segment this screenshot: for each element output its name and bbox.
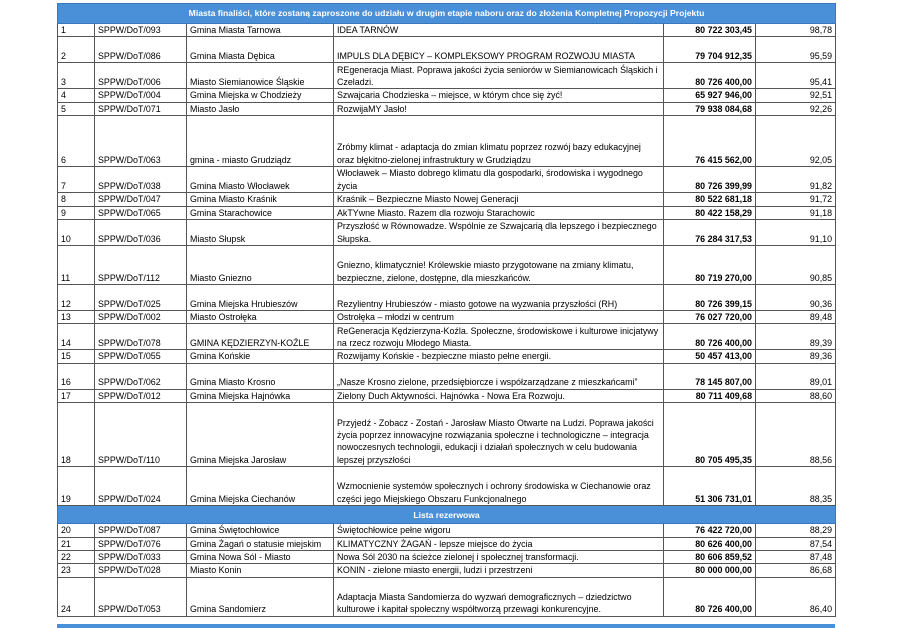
project-score: 89,36 [756,350,836,363]
project-title: Rezylientny Hrubieszów - miasto gotowe na wyzwania przyszłości (RH) [334,285,664,311]
project-amount: 80 522 681,18 [664,193,756,206]
project-code: SPPW/DoT/004 [95,89,187,102]
row-number: 18 [58,403,95,467]
project-score: 92,51 [756,89,836,102]
project-score: 90,36 [756,285,836,311]
project-code: SPPW/DoT/047 [95,193,187,206]
applicant-name: Gmina Miasto Krosno [187,363,334,389]
project-title: ReGeneracja Kędzierzyna-Koźla. Społeczne, środowiskowe i kulturowe inicjatywy na rzecz rozwoju Młodego Miasta. [334,324,664,350]
table-row [58,403,836,467]
row-number: 5 [58,102,95,115]
project-code: SPPW/DoT/076 [95,537,187,550]
applicant-name: Gmina Świętochłowice [187,524,334,537]
project-code: SPPW/DoT/062 [95,363,187,389]
project-code: SPPW/DoT/028 [95,564,187,577]
finalists-header-row [58,4,836,24]
project-code: SPPW/DoT/025 [95,285,187,311]
project-title: Kraśnik – Bezpieczne Miasto Nowej Generacji [334,193,664,206]
project-score: 88,60 [756,389,836,402]
project-title: RozwijaMY Jasło! [334,102,664,115]
applicant-name: Miasto Jasło [187,102,334,115]
applicant-name: Gmina Starachowice [187,206,334,219]
project-code: SPPW/DoT/078 [95,324,187,350]
project-amount: 80 422 158,29 [664,206,756,219]
project-amount: 80 000 000,00 [664,564,756,577]
row-number: 4 [58,89,95,102]
project-code: SPPW/DoT/071 [95,102,187,115]
table-row [58,89,836,102]
row-number: 2 [58,37,95,63]
row-number: 17 [58,389,95,402]
table-row [58,363,836,389]
project-code: SPPW/DoT/036 [95,220,187,246]
project-amount: 50 457 413,00 [664,350,756,363]
table-row [58,537,836,550]
project-title: REgeneracja Miast. Poprawa jakości życia seniorów w Siemianowicach Śląskich i Czeladzi. [334,63,664,89]
row-number: 10 [58,220,95,246]
table-row [58,350,836,363]
project-title: „Nasze Krosno zielone, przedsiębiorcze i współzarządzane z mieszkańcami” [334,363,664,389]
project-amount: 80 705 495,35 [664,403,756,467]
reserve-header-row [58,506,836,524]
table-row [58,389,836,402]
project-title: Świętochłowice pełne wigoru [334,524,664,537]
project-code: SPPW/DoT/086 [95,37,187,63]
applicant-name: Miasto Siemianowice Śląskie [187,63,334,89]
row-number: 23 [58,564,95,577]
project-score: 88,35 [756,467,836,506]
row-number: 11 [58,246,95,285]
project-code: SPPW/DoT/024 [95,467,187,506]
project-amount: 79 938 084,68 [664,102,756,115]
row-number: 8 [58,193,95,206]
project-title: Wzmocnienie systemów społecznych i ochrony środowiska w Ciechanowie oraz części jego Miejskiego Obszaru Funkcjonalnego [334,467,664,506]
project-amount: 80 719 270,00 [664,246,756,285]
project-code: SPPW/DoT/063 [95,116,187,167]
project-score: 95,59 [756,37,836,63]
table-row [58,24,836,37]
table-row [58,285,836,311]
row-number: 22 [58,551,95,564]
project-title: KLIMATYCZNY ŻAGAŃ - lepsze miejsce do życia [334,537,664,550]
project-score: 91,72 [756,193,836,206]
row-number: 3 [58,63,95,89]
project-score: 98,78 [756,24,836,37]
project-title: IDEA TARNÓW [334,24,664,37]
applicant-name: Gmina Miejska w Chodzieży [187,89,334,102]
applicant-name: Gmina Miejska Jarosław [187,403,334,467]
project-amount: 80 726 400,00 [664,63,756,89]
table-row [58,524,836,537]
project-amount: 80 711 409,68 [664,389,756,402]
project-title: Zielony Duch Aktywności. Hajnówka - Nowa Era Rozwoju. [334,389,664,402]
applicant-name: Gmina Miejska Hajnówka [187,389,334,402]
row-number: 13 [58,311,95,324]
project-code: SPPW/DoT/012 [95,389,187,402]
project-score: 89,39 [756,324,836,350]
applicant-name: Gmina Miejska Hrubieszów [187,285,334,311]
project-score: 88,29 [756,524,836,537]
project-score: 91,10 [756,220,836,246]
table-row [58,37,836,63]
project-code: SPPW/DoT/002 [95,311,187,324]
applicant-name: Gmina Sandomierz [187,577,334,616]
applicant-name: Miasto Ostrołęka [187,311,334,324]
project-title: Przyszłość w Równowadze. Wspólnie ze Szwajcarią dla lepszego i bezpiecznego Słupska. [334,220,664,246]
table-row [58,102,836,115]
row-number: 14 [58,324,95,350]
project-title: Adaptacja Miasta Sandomierza do wyzwań demograficznych – dziedzictwo kulturowe i kapitał społeczny współtworzą przewagi konkurencyjne. [334,577,664,616]
project-title: Szwajcaria Chodzieska – miejsce, w którym chce się żyć! [334,89,664,102]
applicant-name: Miasto Konin [187,564,334,577]
applicant-name: Miasto Słupsk [187,220,334,246]
table-row [58,467,836,506]
row-number: 1 [58,24,95,37]
row-number: 21 [58,537,95,550]
applicant-name: GMINA KĘDZIERZYN-KOŹLE [187,324,334,350]
applicant-name: Gmina Nowa Sól - Miasto [187,551,334,564]
project-score: 88,56 [756,403,836,467]
project-score: 86,40 [756,577,836,616]
bottom-band [57,624,835,628]
applicant-name: Gmina Żagań o statusie miejskim [187,537,334,550]
table-row [58,193,836,206]
project-title: Przyjedź - Zobacz - Zostań - Jarosław Miasto Otwarte na Ludzi. Poprawa jakości życia poprzez innowacyjne rozwiązania społeczne i technologiczne – integracja nowoczesnych technologii, edukacji i działań społecznych w celu budowania lepszej przyszłości [334,403,664,467]
project-code: SPPW/DoT/038 [95,167,187,193]
reserve-header: Lista rezerwowa [58,506,836,524]
applicant-name: Gmina Miasto Kraśnik [187,193,334,206]
table-row [58,246,836,285]
project-code: SPPW/DoT/033 [95,551,187,564]
project-amount: 80 726 399,15 [664,285,756,311]
applicant-name: Gmina Miasto Włocławek [187,167,334,193]
project-amount: 76 027 720,00 [664,311,756,324]
project-amount: 80 726 399,99 [664,167,756,193]
project-title: IMPULS DLA DĘBICY – KOMPLEKSOWY PROGRAM ROZWOJU MIASTA [334,37,664,63]
row-number: 6 [58,116,95,167]
project-amount: 80 722 303,45 [664,24,756,37]
project-amount: 76 422 720,00 [664,524,756,537]
table-row [58,577,836,616]
project-amount: 65 927 946,00 [664,89,756,102]
project-title: Rozwijamy Końskie - bezpieczne miasto pełne energii. [334,350,664,363]
project-score: 92,05 [756,116,836,167]
project-amount: 76 415 562,00 [664,116,756,167]
project-score: 87,54 [756,537,836,550]
applicant-name: Gmina Miasta Dębica [187,37,334,63]
project-score: 89,01 [756,363,836,389]
applicant-name: Miasto Gniezno [187,246,334,285]
table-row [58,63,836,89]
table-row [58,564,836,577]
project-score: 87,48 [756,551,836,564]
project-code: SPPW/DoT/065 [95,206,187,219]
project-title: Włocławek – Miasto dobrego klimatu dla gospodarki, środowiska i wygodnego życia [334,167,664,193]
project-title: Zróbmy klimat - adaptacja do zmian klimatu poprzez rozwój bazy edukacyjnej oraz błękitno-zielonej infrastruktury w Grudziądzu [334,116,664,167]
project-title: Ostrołęka – młodzi w centrum [334,311,664,324]
project-amount: 78 145 807,00 [664,363,756,389]
applicant-name: Gmina Miasta Tarnowa [187,24,334,37]
project-score: 89,48 [756,311,836,324]
table-row [58,311,836,324]
project-code: SPPW/DoT/055 [95,350,187,363]
applicant-name: Gmina Końskie [187,350,334,363]
row-number: 15 [58,350,95,363]
table-row [58,167,836,193]
finalists-header: Miasta finaliści, które zostaną zaproszone do udziału w drugim etapie naboru oraz do złożenia Kompletnej Propozycji Projektu [58,4,836,24]
project-amount: 80 726 400,00 [664,324,756,350]
project-title: KONIN - zielone miasto energii, ludzi i przestrzeni [334,564,664,577]
project-title: Gniezno, klimatycznie! Królewskie miasto przygotowane na zmiany klimatu, bezpieczne, zielone, dostępne, dla mieszkańców. [334,246,664,285]
table-row [58,324,836,350]
row-number: 19 [58,467,95,506]
project-score: 92,26 [756,102,836,115]
project-amount: 80 626 400,00 [664,537,756,550]
project-score: 90,85 [756,246,836,285]
project-code: SPPW/DoT/006 [95,63,187,89]
project-amount: 79 704 912,35 [664,37,756,63]
project-title: AkTYwne Miasto. Razem dla rozwoju Starachowic [334,206,664,219]
table-row [58,551,836,564]
row-number: 24 [58,577,95,616]
row-number: 12 [58,285,95,311]
table-row [58,220,836,246]
project-code: SPPW/DoT/087 [95,524,187,537]
project-code: SPPW/DoT/112 [95,246,187,285]
applicant-name: gmina - miasto Grudziądz [187,116,334,167]
row-number: 9 [58,206,95,219]
project-amount: 76 284 317,53 [664,220,756,246]
table-row [58,116,836,167]
row-number: 16 [58,363,95,389]
row-number: 20 [58,524,95,537]
project-amount: 80 606 859,52 [664,551,756,564]
project-code: SPPW/DoT/110 [95,403,187,467]
project-code: SPPW/DoT/053 [95,577,187,616]
project-title: Nowa Sól 2030 na ścieżce zielonej i społecznej transformacji. [334,551,664,564]
applicant-name: Gmina Miejska Ciechanów [187,467,334,506]
row-number: 7 [58,167,95,193]
table-row [58,206,836,219]
project-score: 86,68 [756,564,836,577]
project-score: 91,18 [756,206,836,219]
project-amount: 80 726 400,00 [664,577,756,616]
results-table [57,3,836,617]
project-amount: 51 306 731,01 [664,467,756,506]
project-score: 91,82 [756,167,836,193]
project-score: 95,41 [756,63,836,89]
project-code: SPPW/DoT/093 [95,24,187,37]
